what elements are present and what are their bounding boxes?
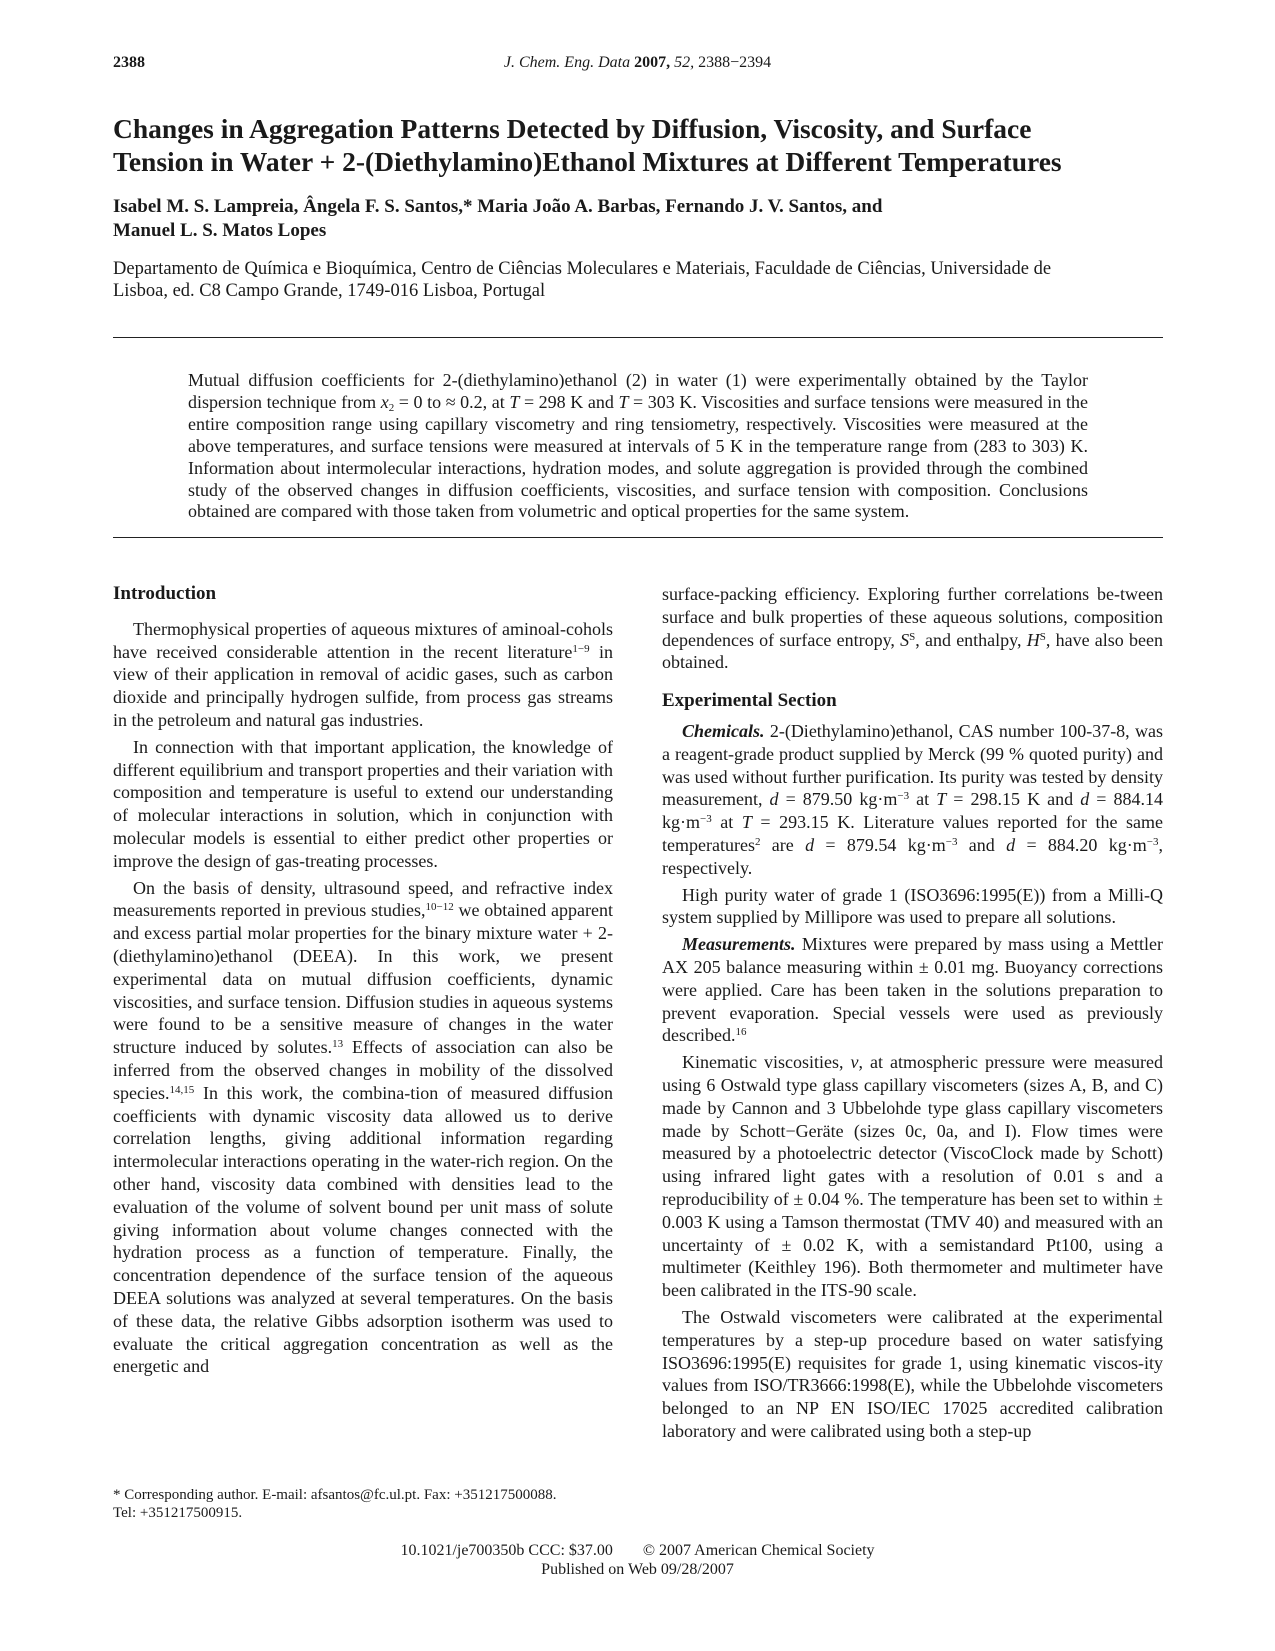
- abstract: [188, 370, 1088, 523]
- title-line-2: Tension in Water + 2-(Diethylamino)Ethanol Mixtures at Different Temperatures: [113, 146, 1062, 177]
- c-text-7: = 293.15 K. Literature values reported for the same temperatures: [662, 812, 1163, 855]
- var-d3: d: [805, 834, 815, 855]
- c-text-10: and: [957, 834, 1007, 855]
- m-text-1: Mixtures were prepared by mass using a Mettler AX 205 balance measuring within ± 0.01 mg. Buoyancy corrections were applied. Care has been taken in the solutions preparation to prevent evaporation. Special vessels were used as previously described.: [662, 934, 1163, 1046]
- c-text-5: = 884.14 kg·m: [662, 789, 1163, 833]
- journal-pages: 2388−2394: [698, 54, 772, 71]
- measurements-paragraph: [662, 933, 1163, 1047]
- r1-text-b: , and enthalpy,: [915, 629, 1027, 650]
- var-t1: T: [936, 789, 947, 810]
- footer-copyright: © 2007 American Chemical Society: [642, 1542, 875, 1559]
- article-title: [113, 112, 1173, 178]
- p3-ref-3: 14,15: [169, 1083, 195, 1096]
- footnote-line-1: * Corresponding author. E-mail: afsantos@fc.ul.pt. Fax: +351217500088.: [113, 1487, 557, 1503]
- k-text-1: Kinematic viscosities,: [682, 1052, 851, 1073]
- chemicals-paragraph: [662, 720, 1163, 880]
- introduction-heading: Introduction: [113, 583, 217, 604]
- right-column: [662, 583, 1163, 1447]
- c-text-8: are: [760, 834, 806, 855]
- p3-text-d: In this work, the combina-tion of measured diffusion coefficients with dynamic viscosity data allowed us to derive correlation lengths, giving additional information regarding intermolecular interactions operating in the water-rich region. On the other hand, viscosity data combined with densities lead to the evaluation of the volume of solvent bound per unit mass of solute giving information about volume changes connected with the hydration process as a function of temperature. Finally, the concentration dependence of the surface tension of the aqueous DEEA solutions was analyzed at several temperatures. On the basis of these data, the relative Gibbs adsorption isotherm was used to evaluate the critical aggregation concentration as well as the energetic and: [113, 1082, 613, 1377]
- c-text-6: at: [711, 812, 742, 833]
- var-d2: d: [1080, 789, 1090, 810]
- p3-ref-2: 13: [332, 1038, 344, 1051]
- var-d1: d: [769, 789, 779, 810]
- c-text-12: , respectively.: [662, 834, 1163, 878]
- journal-year: 2007,: [634, 54, 671, 71]
- experimental-heading: Experimental Section: [662, 690, 837, 712]
- sup-m3b: −3: [700, 813, 712, 826]
- abstract-text-1: Mutual diffusion coefficients for 2-(diethylamino)ethanol (2) in water (1) were experimentally obtained by the Taylor dispersion technique from: [188, 370, 1088, 412]
- abstract-sub-2: 2: [388, 401, 395, 414]
- sup-m3a: −3: [897, 790, 910, 803]
- sup-ref-16: 16: [735, 1026, 747, 1039]
- c-text-3: at: [909, 789, 937, 810]
- var-h: H: [1026, 629, 1040, 650]
- authors-line-1: Isabel M. S. Lampreia, Ângela F. S. Santos,* Maria João A. Barbas, Fernando J. V. Santos, and: [113, 196, 883, 217]
- right-paragraph-continued: [662, 583, 1163, 674]
- journal-name: J. Chem. Eng. Data: [503, 54, 631, 71]
- sup-m3c: −3: [945, 835, 958, 848]
- p3-text-b: we obtained apparent and excess partial molar properties for the binary mixture water + 2-(diethylamino)ethanol (DEEA). In this work, we present experimental data on mutual diffusion coefficients, dynamic viscosities, and surface tension. Diffusion studies in aqueous systems were found to be a sensitive measure of changes in the water structure induced by solutes.: [113, 900, 613, 1058]
- p1-text-b: in view of their application in removal of acidic gases, such as carbon dioxide and principally hydrogen sulfide, from process gas streams in the petroleum and natural gas industries.: [113, 641, 613, 730]
- abstract-var-t2: T: [618, 391, 629, 412]
- var-t2: T: [741, 812, 752, 833]
- c-text-11: = 884.20 kg·m: [1015, 834, 1147, 855]
- c-text-2: = 879.50 kg·m: [778, 789, 898, 810]
- c-text-4: = 298.15 K and: [946, 789, 1081, 810]
- authors-line-2: Manuel L. S. Matos Lopes: [113, 220, 327, 241]
- journal-citation: [0, 54, 1275, 72]
- footer-line-1: [0, 1541, 1275, 1560]
- r1-text-c: , have also been obtained.: [662, 629, 1163, 673]
- author-list: [113, 195, 1113, 243]
- p1-text-a: Thermophysical properties of aqueous mixtures of aminoal-cohols have received considerable attention in the recent literature: [113, 618, 613, 662]
- abstract-top-rule: [113, 337, 1163, 338]
- water-paragraph: High purity water of grade 1 (ISO3696:1995(E)) from a Milli-Q system supplied by Millipore was used to prepare all solutions.: [662, 884, 1163, 928]
- p3-text-c: Effects of association can also be inferred from the observed changes in mobility of the dissolved species.: [113, 1037, 613, 1103]
- ostwald-paragraph: The Ostwald viscometers were calibrated at the experimental temperatures by a step-up procedure based on water satisfying ISO3696:1995(E) requisites for grade 1, using kinematic viscos-ity values from ISO/TR3666:1998(E), while the Ubbelohde viscometers belonged to an NP EN ISO/IEC 17025 accredited calibration laboratory and were calibrated using both a step-up: [662, 1306, 1163, 1441]
- kinematic-paragraph: [662, 1051, 1163, 1302]
- p1-ref: 1−9: [572, 642, 590, 655]
- title-line-1: Changes in Aggregation Patterns Detected by Diffusion, Viscosity, and Surface: [113, 113, 1032, 144]
- abstract-text-4: = 303 K. Viscosities and surface tensions were measured in the entire composition range using capillary viscometry and ring tensiometry, respectively. Viscosities were measured at the above temperatures, and surface tensions were measured at intervals of 5 K in the temperature range from (283 to 303) K. Information about intermolecular interactions, hydration modes, and solute aggregation is provided through the combined study of the observed changes in diffusion coefficients, viscosities, and surface tension with composition. Conclusions obtained are compared with those taken from volumetric and optical properties for the same system.: [188, 391, 1089, 522]
- sup-h: S: [1039, 630, 1046, 643]
- var-s: S: [900, 629, 910, 650]
- sup-m3d: −3: [1146, 835, 1159, 848]
- page-footer: [0, 1541, 1275, 1579]
- abstract-var-t1: T: [509, 391, 520, 412]
- sup-s: S: [909, 630, 916, 643]
- c-text-9: = 879.54 kg·m: [814, 834, 946, 855]
- journal-volume: 52,: [674, 54, 695, 71]
- abstract-bottom-rule: [113, 537, 1163, 538]
- footer-published: Published on Web 09/28/2007: [541, 1561, 734, 1578]
- footer-doi: 10.1021/je700350b CCC: $37.00: [400, 1542, 613, 1559]
- var-nu: ν: [850, 1052, 859, 1073]
- intro-paragraph-1: [113, 618, 613, 732]
- abstract-text-2: = 0 to ≈ 0.2, at: [394, 391, 510, 412]
- var-d4: d: [1006, 834, 1016, 855]
- k-text-2: , at atmospheric pressure were measured using 6 Ostwald type glass capillary viscometers (sizes A, B, and C) made by Cannon and 3 Ubbelohde type glass capillary viscometers made by Schott−Geräte (sizes 0c, 0a, and I). Flow times were measured by a photoelectric detector (ViscoClock made by Schott) using infrared light gates with a resolution of 0.01 s and a reproducibility of ± 0.04 %. The temperature has been set to within ± 0.003 K using a Tamson thermostat (TMV 40) and measured with an uncertainty of ± 0.02 K, with a semistandard Pt100, using a multimeter (Keithley 196). Both thermometer and multimeter have been calibrated in the ITS-90 scale.: [662, 1052, 1163, 1301]
- left-column: [113, 583, 613, 1382]
- p3-text-a: On the basis of density, ultrasound speed, and refractive index measurements reported in previous studies,: [113, 877, 613, 921]
- c-text-1: 2-(Diethylamino)ethanol, CAS number 100-37-8, was a reagent-grade product supplied by Merck (99 % quoted purity) and was used without further purification. Its purity was tested by density measurement,: [662, 720, 1163, 810]
- abstract-text-3: = 298 K and: [519, 391, 619, 412]
- page-number: 2388: [113, 54, 145, 71]
- affiliation-line-2: Lisboa, ed. C8 Campo Grande, 1749-016 Lisboa, Portugal: [113, 281, 546, 301]
- corresponding-author-footnote: [113, 1486, 618, 1522]
- footnote-line-2: Tel: +351217500915.: [113, 1505, 243, 1521]
- r1-text-a: surface-packing efficiency. Exploring further correlations be-tween surface and bulk properties of these aqueous solutions, composition dependences of surface entropy,: [662, 584, 1163, 650]
- affiliation-line-1: Departamento de Química e Bioquímica, Centro de Ciências Moleculares e Materiais, Faculdade de Ciências, Universidade de: [113, 259, 1052, 279]
- p3-ref-1: 10−12: [425, 901, 454, 914]
- intro-paragraph-3: [113, 877, 613, 1379]
- intro-paragraph-2: In connection with that important application, the knowledge of different equilibrium and transport properties and their variation with composition and temperature is useful to extend our understanding of molecular interactions in solution, which in conjunction with molecular models is essential to either predict other properties or improve the design of gas-treating processes.: [113, 736, 613, 871]
- sup-ref-2: 2: [754, 835, 761, 848]
- abstract-var-x: x: [380, 391, 389, 412]
- measurements-runin: Measurements.: [682, 934, 796, 955]
- affiliation: [113, 258, 1163, 302]
- chemicals-runin: Chemicals.: [682, 720, 765, 741]
